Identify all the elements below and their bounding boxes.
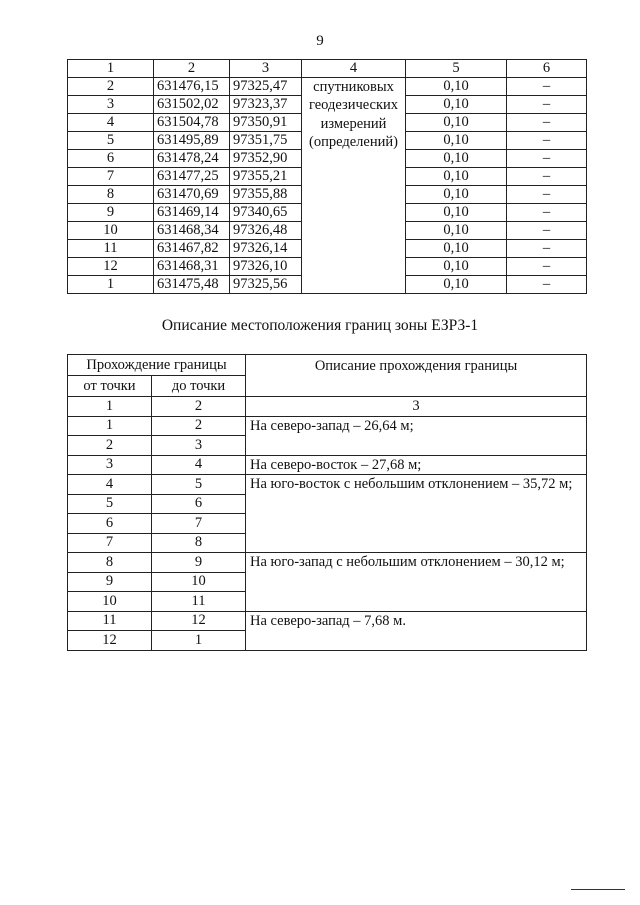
point-number: 12 <box>68 258 154 276</box>
segment-description: На северо-запад – 26,64 м; <box>246 416 587 455</box>
boundary-header-row <box>68 355 587 376</box>
number-3: 3 <box>246 397 587 417</box>
to-point: 9 <box>152 553 246 573</box>
coord-y: 97326,14 <box>230 240 302 258</box>
from-point: 4 <box>68 475 152 495</box>
number-2: 2 <box>152 397 246 417</box>
coord-x: 631467,82 <box>154 240 230 258</box>
method-line: геодезических <box>308 97 399 114</box>
col-header-3: 3 <box>230 60 302 78</box>
point-number: 2 <box>68 78 154 96</box>
to-point: 3 <box>152 436 246 456</box>
col-header-2: 2 <box>154 60 230 78</box>
coordinates-table <box>67 59 587 294</box>
coord-y: 97325,47 <box>230 78 302 96</box>
table-row <box>68 553 587 573</box>
accuracy: 0,10 <box>406 276 507 294</box>
coord-x: 631495,89 <box>154 132 230 150</box>
header-from-point: от точки <box>68 376 152 397</box>
coord-x: 631475,48 <box>154 276 230 294</box>
table-row <box>68 416 587 436</box>
coord-x: 631468,31 <box>154 258 230 276</box>
table-row <box>68 78 587 96</box>
to-point: 10 <box>152 572 246 592</box>
number-1: 1 <box>68 397 152 417</box>
coord-x: 631502,02 <box>154 96 230 114</box>
segment-description: На юго-запад с небольшим отклонением – 30,12 м; <box>246 553 587 612</box>
to-point: 11 <box>152 592 246 612</box>
to-point: 2 <box>152 416 246 436</box>
method-cell <box>302 78 406 294</box>
point-number: 6 <box>68 150 154 168</box>
to-point: 6 <box>152 494 246 514</box>
note: – <box>507 258 587 276</box>
point-number: 1 <box>68 276 154 294</box>
accuracy: 0,10 <box>406 240 507 258</box>
accuracy: 0,10 <box>406 186 507 204</box>
method-line: измерений <box>320 115 387 132</box>
to-point: 5 <box>152 475 246 495</box>
note: – <box>507 150 587 168</box>
coord-y: 97350,91 <box>230 114 302 132</box>
method-line: спутниковых <box>313 79 394 95</box>
to-point: 1 <box>152 631 246 651</box>
point-number: 8 <box>68 186 154 204</box>
coord-y: 97326,10 <box>230 258 302 276</box>
point-number: 5 <box>68 132 154 150</box>
header-boundary-passage: Прохождение границы <box>68 355 246 376</box>
from-point: 8 <box>68 553 152 573</box>
point-number: 10 <box>68 222 154 240</box>
coord-y: 97323,37 <box>230 96 302 114</box>
from-point: 9 <box>68 572 152 592</box>
from-point: 7 <box>68 533 152 553</box>
coord-x: 631504,78 <box>154 114 230 132</box>
accuracy: 0,10 <box>406 168 507 186</box>
note: – <box>507 276 587 294</box>
from-point: 1 <box>68 416 152 436</box>
coord-x: 631468,34 <box>154 222 230 240</box>
accuracy: 0,10 <box>406 222 507 240</box>
coord-y: 97355,21 <box>230 168 302 186</box>
coord-y: 97326,48 <box>230 222 302 240</box>
accuracy: 0,10 <box>406 150 507 168</box>
method-line: (определений) <box>309 133 398 150</box>
col-header-6: 6 <box>507 60 587 78</box>
table-row <box>68 475 587 495</box>
to-point: 12 <box>152 611 246 631</box>
note: – <box>507 132 587 150</box>
page-number: 9 <box>316 33 324 49</box>
point-number: 7 <box>68 168 154 186</box>
header-to-point: до точки <box>152 376 246 397</box>
table-row <box>68 455 587 475</box>
coord-x: 631469,14 <box>154 204 230 222</box>
from-point: 10 <box>68 592 152 612</box>
accuracy: 0,10 <box>406 258 507 276</box>
point-number: 11 <box>68 240 154 258</box>
coord-y: 97355,88 <box>230 186 302 204</box>
segment-description: На северо-запад – 7,68 м. <box>246 611 587 650</box>
accuracy: 0,10 <box>406 204 507 222</box>
coord-x: 631478,24 <box>154 150 230 168</box>
coord-x: 631476,15 <box>154 78 230 96</box>
segment-description: На юго-восток с небольшим отклонением – 35,72 м; <box>246 475 587 553</box>
note: – <box>507 114 587 132</box>
from-point: 6 <box>68 514 152 534</box>
numbering-row <box>68 397 587 417</box>
note: – <box>507 204 587 222</box>
from-point: 2 <box>68 436 152 456</box>
from-point: 3 <box>68 455 152 475</box>
note: – <box>507 78 587 96</box>
header-description: Описание прохождения границы <box>246 355 587 397</box>
coord-x: 631477,25 <box>154 168 230 186</box>
coord-y: 97325,56 <box>230 276 302 294</box>
accuracy: 0,10 <box>406 78 507 96</box>
to-point: 7 <box>152 514 246 534</box>
accuracy: 0,10 <box>406 132 507 150</box>
col-header-5: 5 <box>406 60 507 78</box>
coord-y: 97352,90 <box>230 150 302 168</box>
from-point: 11 <box>68 611 152 631</box>
coord-y: 97351,75 <box>230 132 302 150</box>
section-title: Описание местоположения границ зоны ЕЗРЗ-1 <box>161 317 479 334</box>
point-number: 4 <box>68 114 154 132</box>
segment-description: На северо-восток – 27,68 м; <box>246 455 587 475</box>
accuracy: 0,10 <box>406 114 507 132</box>
footer-line <box>571 889 625 890</box>
to-point: 8 <box>152 533 246 553</box>
point-number: 9 <box>68 204 154 222</box>
to-point: 4 <box>152 455 246 475</box>
coordinates-header-row <box>68 60 587 78</box>
coord-y: 97340,65 <box>230 204 302 222</box>
note: – <box>507 222 587 240</box>
accuracy: 0,10 <box>406 96 507 114</box>
boundary-table <box>67 354 587 651</box>
note: – <box>507 168 587 186</box>
note: – <box>507 240 587 258</box>
note: – <box>507 96 587 114</box>
coord-x: 631470,69 <box>154 186 230 204</box>
table-row <box>68 611 587 631</box>
col-header-1: 1 <box>68 60 154 78</box>
point-number: 3 <box>68 96 154 114</box>
col-header-4: 4 <box>302 60 406 78</box>
note: – <box>507 186 587 204</box>
from-point: 12 <box>68 631 152 651</box>
from-point: 5 <box>68 494 152 514</box>
